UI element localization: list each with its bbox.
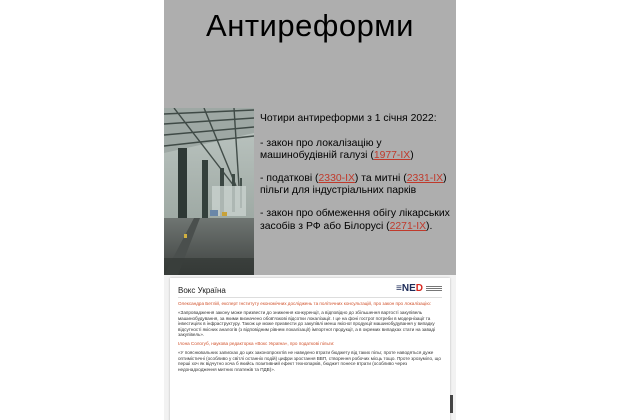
law-link-2271-ix[interactable]: 2271-IX xyxy=(389,220,427,232)
reform-item-mid: ) та митні ( xyxy=(354,172,407,184)
reform-item-text: - закон про обмеження обігу лікарських засобів з РФ або Білорусі ( xyxy=(260,207,450,232)
slide-lead: Чотири антиреформи з 1 січня 2022: xyxy=(260,113,437,124)
document-page-2 xyxy=(170,278,450,420)
reform-item-text: - закон про локалізацію у машинобудівній галузі ( xyxy=(260,137,382,162)
factory-photo xyxy=(164,108,254,275)
quote-paragraph: «У пояснювальних записках до цих законопроєктів не наведено втрати бюджету від таких пільг, проте наводяться дуже оптимістичні (особливо у світлі останніх подій) цифри зростання ВВП, створення робочих місць тощо. Проте зрозуміло, що перші хоч як відчутно хоча б якийсь позитивний ефект технопарків, бюджет понесе втрати (особливо через недонадходження митних платежів та ПДВ)». xyxy=(178,350,441,372)
reform-item-medicines xyxy=(260,208,452,233)
reform-item-text: - податкові ( xyxy=(260,172,319,184)
slide-content xyxy=(260,113,452,243)
law-link-1977-ix[interactable]: 1977-IX xyxy=(373,150,411,162)
law-link-2331-ix[interactable]: 2331-IX xyxy=(406,172,444,184)
scrollbar-thumb[interactable] xyxy=(450,395,453,413)
ned-logo xyxy=(396,284,444,296)
reform-item-tail: ) пільги для індустріальних парків xyxy=(260,172,447,197)
quote-paragraph: «Запровадження закону може призвести до зниження конкуренції, а відповідно до збільшення вартості закупівель машинобудування, за якими визначено обов'язкові відсотки локалізації. І це на фоні гострої потреби в модернізації та інвестиціях в інфраструктуру. Також це може призвести до закупівлі менш якісної продукції машинобудування у випадку відсутності якісних аналогів (з відповідним рівнем локалізації) імпортної продукції, а в окремих випадках стати на заваді закупівель». xyxy=(178,310,436,337)
reform-item-tail: ). xyxy=(426,220,433,232)
law-link-2330-ix[interactable]: 2330-IX xyxy=(318,172,355,184)
slide-title: Антиреформи xyxy=(206,8,414,43)
page-body xyxy=(178,301,442,376)
reform-item-tail: ) xyxy=(410,150,414,162)
ned-logo-accent: D xyxy=(415,283,423,294)
ned-logo-subtitle-lines xyxy=(426,286,442,294)
author-line: Олександра Бетлій, експерт Інституту економічних досліджень та політичних консультацій, про закон про локалізацію: xyxy=(178,301,432,306)
page-title: Вокс Україна xyxy=(178,286,226,295)
author-line: Ілона Сологуб, наукова редакторка «Вокс Україна», про податкові пільги: xyxy=(178,341,335,346)
slide-page xyxy=(164,0,456,275)
ned-logo-prefix: ≡ xyxy=(396,283,402,294)
reform-item-localization xyxy=(260,138,452,163)
ned-logo-text xyxy=(396,283,423,294)
ned-logo-main: NE xyxy=(401,283,416,294)
document-viewer xyxy=(164,0,456,420)
reform-item-tax xyxy=(260,173,452,198)
divider xyxy=(178,297,442,298)
